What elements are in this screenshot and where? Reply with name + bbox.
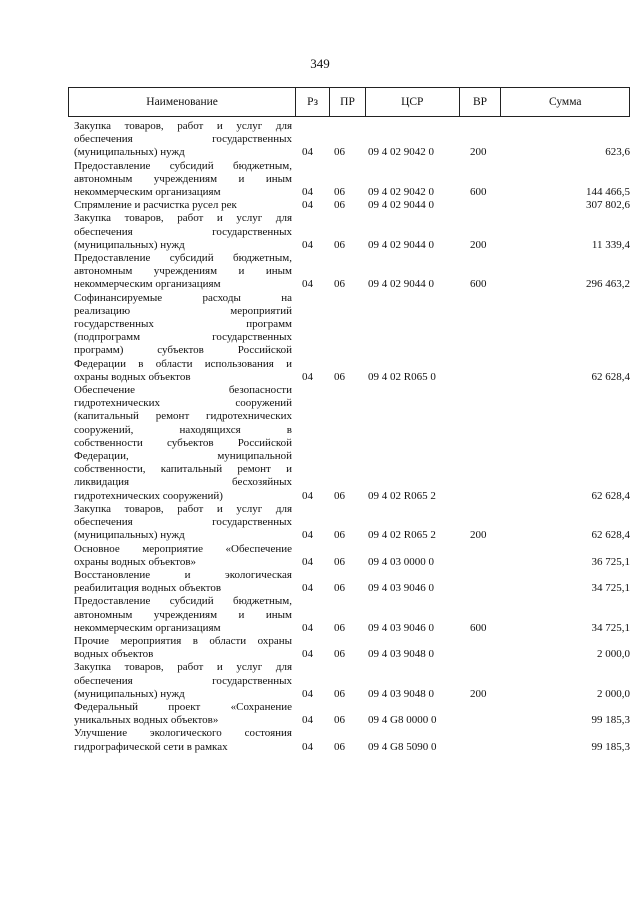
row-vr: 200: [470, 687, 487, 700]
table-row: [74, 292, 630, 384]
row-name: [74, 252, 292, 292]
row-csr: 09 4 02 9044 0: [368, 238, 434, 251]
row-name-line: (подпрограмм государственных: [74, 331, 292, 344]
row-name-line: обеспечения государственных: [74, 674, 292, 687]
row-name-line: Софинансируемые расходы на: [74, 291, 292, 304]
row-sum: 34 725,1: [591, 582, 630, 595]
row-rz: 04: [302, 582, 313, 595]
row-sum: 623,6: [605, 146, 630, 159]
row-rz: 04: [302, 621, 313, 634]
row-pr: 06: [334, 529, 345, 542]
row-name-line: собственности субъектов Российской: [74, 436, 292, 449]
row-pr: 06: [334, 238, 345, 251]
row-name-line: охраны водных объектов»: [74, 555, 197, 568]
row-name-line: Восстановление и экологическая: [74, 568, 292, 581]
row-name-line: водных объектов: [74, 648, 154, 661]
row-pr: 06: [334, 555, 345, 568]
row-rz: 04: [302, 648, 313, 661]
row-pr: 06: [334, 186, 345, 199]
row-rz: 04: [302, 489, 313, 502]
row-name-line: (муниципальных) нужд: [74, 238, 185, 251]
row-pr: 06: [334, 489, 345, 502]
row-name-line: (муниципальных) нужд: [74, 687, 185, 700]
row-name-line: охраны водных объектов: [74, 370, 191, 383]
row-vr: 200: [470, 146, 487, 159]
table-row: [74, 569, 630, 595]
row-name-line: некоммерческим организациям: [74, 621, 221, 634]
row-name-line: государственных программ: [74, 318, 292, 331]
row-rz: 04: [302, 186, 313, 199]
row-csr: 09 4 03 9046 0: [368, 621, 434, 634]
row-name-line: Предоставление субсидий бюджетным,: [74, 159, 292, 172]
row-pr: 06: [334, 278, 345, 291]
row-name-line: Спрямление и расчистка русел рек: [74, 199, 237, 212]
row-rz: 04: [302, 687, 313, 700]
row-pr: 06: [334, 621, 345, 634]
row-pr: 06: [334, 687, 345, 700]
table-body: [74, 120, 630, 754]
row-pr: 06: [334, 370, 345, 383]
row-name: [74, 212, 292, 252]
row-sum: 307 802,6: [586, 199, 630, 212]
row-csr: 09 4 03 9048 0: [368, 648, 434, 661]
row-pr: 06: [334, 146, 345, 159]
row-pr: 06: [334, 714, 345, 727]
row-csr: 09 4 02 R065 0: [368, 370, 436, 383]
table-row: [74, 661, 630, 701]
row-name: [74, 661, 292, 701]
row-name-line: Федерации, муниципальной: [74, 450, 292, 463]
row-csr: 09 4 02 9044 0: [368, 199, 434, 212]
row-vr: 600: [470, 186, 487, 199]
header-rz: Рз: [296, 88, 330, 116]
row-csr: 09 4 G8 0000 0: [368, 714, 437, 727]
row-rz: 04: [302, 199, 313, 212]
row-name-line: Обеспечение безопасности: [74, 384, 292, 397]
row-sum: 99 185,3: [591, 714, 630, 727]
row-vr: 600: [470, 278, 487, 291]
row-csr: 09 4 02 R065 2: [368, 529, 436, 542]
row-rz: 04: [302, 238, 313, 251]
row-name-line: Закупка товаров, работ и услуг для: [74, 661, 292, 674]
row-rz: 04: [302, 529, 313, 542]
row-pr: 06: [334, 199, 345, 212]
row-sum: 2 000,0: [597, 687, 630, 700]
row-pr: 06: [334, 740, 345, 753]
row-name-line: Федерации в области использования и: [74, 357, 292, 370]
table-row: [74, 160, 630, 200]
row-name: [74, 635, 292, 661]
row-name: [74, 160, 292, 200]
row-csr: 09 4 03 9048 0: [368, 687, 434, 700]
row-name-line: некоммерческим организациям: [74, 278, 221, 291]
row-name: [74, 292, 292, 384]
row-name: [74, 543, 292, 569]
header-csr: ЦСР: [366, 88, 460, 116]
header-pr: ПР: [330, 88, 366, 116]
row-sum: 62 628,4: [591, 529, 630, 542]
row-name-line: Улучшение экологического состояния: [74, 727, 292, 740]
row-name-line: Закупка товаров, работ и услуг для: [74, 502, 292, 515]
row-csr: 09 4 03 0000 0: [368, 555, 434, 568]
row-rz: 04: [302, 740, 313, 753]
row-name-line: собственности, капитальный ремонт и: [74, 463, 292, 476]
row-name-line: гидротехнических сооружений: [74, 397, 292, 410]
row-name: [74, 120, 292, 160]
row-csr: 09 4 02 9042 0: [368, 186, 434, 199]
row-name-line: Федеральный проект «Сохранение: [74, 700, 292, 713]
row-name-line: Закупка товаров, работ и услуг для: [74, 212, 292, 225]
row-sum: 34 725,1: [591, 621, 630, 634]
row-name-line: (муниципальных) нужд: [74, 529, 185, 542]
table-row: [74, 120, 630, 160]
row-sum: 296 463,2: [586, 278, 630, 291]
table-row: [74, 543, 630, 569]
row-name: [74, 595, 292, 635]
row-name-line: (капитальный ремонт гидротехнических: [74, 410, 292, 423]
row-name-line: автономным учреждениям и иным: [74, 608, 292, 621]
row-sum: 62 628,4: [591, 489, 630, 502]
row-name-line: гидрографической сети в рамках: [74, 740, 228, 753]
row-sum: 144 466,5: [586, 186, 630, 199]
table-row: [74, 727, 630, 753]
row-name-line: автономным учреждениям и иным: [74, 265, 292, 278]
row-name: [74, 569, 292, 595]
row-name-line: сооружений, находящихся в: [74, 423, 292, 436]
row-name-line: автономным учреждениям и иным: [74, 172, 292, 185]
table-row: [74, 384, 630, 503]
row-rz: 04: [302, 370, 313, 383]
table-row: [74, 252, 630, 292]
row-name-line: программ) субъектов Российской: [74, 344, 292, 357]
row-name: [74, 503, 292, 543]
row-name: [74, 384, 292, 503]
row-rz: 04: [302, 146, 313, 159]
row-name-line: Предоставление субсидий бюджетным,: [74, 595, 292, 608]
table-row: [74, 503, 630, 543]
row-name: [74, 199, 292, 212]
row-vr: 200: [470, 529, 487, 542]
row-name-line: реализацию мероприятий: [74, 304, 292, 317]
row-name-line: Прочие мероприятия в области охраны: [74, 634, 292, 647]
row-rz: 04: [302, 555, 313, 568]
row-name: [74, 727, 292, 753]
row-csr: 09 4 03 9046 0: [368, 582, 434, 595]
row-sum: 2 000,0: [597, 648, 630, 661]
table-row: [74, 595, 630, 635]
table-row: [74, 635, 630, 661]
row-name-line: обеспечения государственных: [74, 225, 292, 238]
row-sum: 99 185,3: [591, 740, 630, 753]
row-vr: 600: [470, 621, 487, 634]
row-sum: 62 628,4: [591, 370, 630, 383]
row-name-line: гидротехнических сооружений): [74, 489, 223, 502]
row-pr: 06: [334, 582, 345, 595]
row-name-line: некоммерческим организациям: [74, 186, 221, 199]
row-csr: 09 4 02 9044 0: [368, 278, 434, 291]
header-sum: Сумма: [548, 96, 582, 108]
row-vr: 200: [470, 238, 487, 251]
row-name-line: Основное мероприятие «Обеспечение: [74, 542, 292, 555]
row-pr: 06: [334, 648, 345, 661]
row-sum: 36 725,1: [591, 555, 630, 568]
row-name-line: Предоставление субсидий бюджетным,: [74, 252, 292, 265]
row-rz: 04: [302, 714, 313, 727]
row-sum: 11 339,4: [591, 238, 630, 251]
page-number: 349: [310, 56, 330, 71]
table-header: [68, 87, 630, 117]
row-name-line: ликвидация бесхозяйных: [74, 476, 292, 489]
table-row: [74, 199, 630, 212]
row-name-line: реабилитация водных объектов: [74, 582, 222, 595]
row-csr: 09 4 02 9042 0: [368, 146, 434, 159]
row-name-line: Закупка товаров, работ и услуг для: [74, 120, 292, 132]
table-row: [74, 212, 630, 252]
table-row: [74, 701, 630, 727]
row-name-line: (муниципальных) нужд: [74, 146, 185, 159]
row-rz: 04: [302, 278, 313, 291]
row-name-line: обеспечения государственных: [74, 133, 292, 146]
header-name: Наименование: [69, 88, 296, 116]
row-csr: 09 4 02 R065 2: [368, 489, 436, 502]
row-name-line: уникальных водных объектов»: [74, 714, 219, 727]
row-csr: 09 4 G8 5090 0: [368, 740, 437, 753]
row-name-line: обеспечения государственных: [74, 516, 292, 529]
row-name: [74, 701, 292, 727]
header-vr: ВР: [460, 88, 502, 116]
